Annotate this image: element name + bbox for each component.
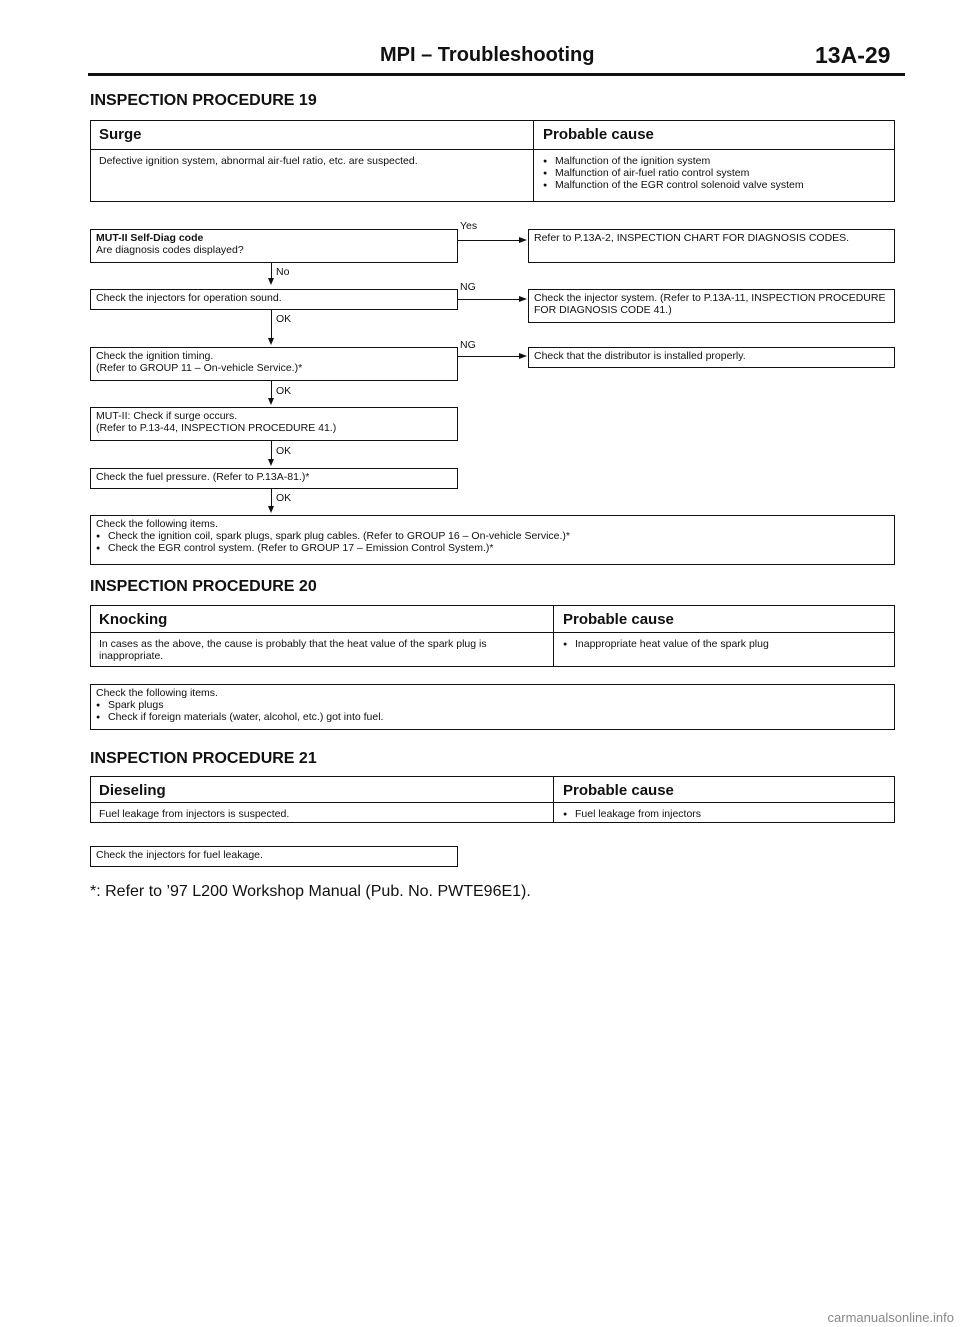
flow-step-self-diag	[90, 229, 458, 263]
arrow-down-icon	[268, 338, 274, 345]
probable-cause-heading: Probable cause	[563, 782, 674, 799]
list-item: ● Fuel leakage from injectors	[563, 808, 888, 820]
flow-step-injector-leakage: Check the injectors for fuel leakage.	[90, 846, 458, 867]
ng-label: NG	[460, 281, 476, 293]
flow-result-injector-system: Check the injector system. (Refer to P.13A-11, INSPECTION PROCEDURE FOR DIAGNOSIS CODE 41.)	[528, 289, 895, 323]
symptom-heading: Dieseling	[99, 782, 166, 799]
flow-result-diagnosis-chart: Refer to P.13A-2, INSPECTION CHART FOR DIAGNOSIS CODES.	[528, 229, 895, 263]
probable-cause-list	[563, 808, 888, 820]
arrow-down-icon	[268, 398, 274, 405]
flow-step-text: (Refer to P.13-44, INSPECTION PROCEDURE 41.)	[96, 422, 337, 434]
procedure-19-table	[90, 120, 895, 202]
list-item: ● Inappropriate heat value of the spark plug	[563, 638, 888, 650]
arrow-right-icon	[519, 237, 527, 243]
check-items-list	[96, 530, 889, 554]
flow-step-text: (Refer to GROUP 11 – On-vehicle Service.)*	[96, 362, 303, 374]
list-item: ● Malfunction of air-fuel ratio control system	[543, 167, 888, 179]
yes-label: Yes	[460, 220, 478, 232]
probable-cause-heading: Probable cause	[543, 126, 654, 143]
flow-step-check-items	[90, 515, 895, 565]
flow-step-title: MUT-II Self-Diag code	[96, 232, 204, 244]
list-item: ● Spark plugs	[96, 699, 889, 711]
flow-step-title: Check the following items.	[96, 518, 218, 530]
arrow-down-icon	[268, 506, 274, 513]
footnote: *: Refer to ’97 L200 Workshop Manual (Pub. No. PWTE96E1).	[90, 883, 531, 900]
ok-label: OK	[276, 445, 292, 457]
procedure-21-title: INSPECTION PROCEDURE 21	[90, 750, 317, 767]
ok-label: OK	[276, 492, 292, 504]
list-item: ● Malfunction of the EGR control solenoid valve system	[543, 179, 888, 191]
symptom-description: In cases as the above, the cause is probably that the heat value of the spark plug is inappropriate.	[99, 638, 487, 662]
arrow-down-icon	[268, 278, 274, 285]
procedure-20-title: INSPECTION PROCEDURE 20	[90, 578, 317, 595]
arrow-down-icon	[268, 459, 274, 466]
symptom-description: Fuel leakage from injectors is suspected.	[99, 808, 290, 820]
check-items-list	[96, 699, 889, 723]
flow-step-title: Check the following items.	[96, 687, 218, 699]
flow-step-check-items	[90, 684, 895, 730]
list-item: ● Check the EGR control system. (Refer to GROUP 17 – Emission Control System.)*	[96, 542, 889, 554]
list-item: ● Check the ignition coil, spark plugs, spark plug cables. (Refer to GROUP 16 – On-vehicle Service.)*	[96, 530, 889, 542]
flow-result-distributor: Check that the distributor is installed properly.	[528, 347, 895, 368]
list-item: ● Malfunction of the ignition system	[543, 155, 888, 167]
header-rule	[88, 73, 905, 76]
procedure-20-table	[90, 605, 895, 667]
flow-step-text: MUT-II: Check if surge occurs.	[96, 410, 238, 422]
symptom-description: Defective ignition system, abnormal air-fuel ratio, etc. are suspected.	[99, 155, 418, 167]
probable-cause-list	[543, 155, 888, 191]
probable-cause-list	[563, 638, 888, 650]
symptom-heading: Knocking	[99, 611, 168, 628]
flow-step-injector-sound: Check the injectors for operation sound.	[90, 289, 458, 310]
ok-label: OK	[276, 313, 292, 325]
no-label: No	[276, 266, 290, 278]
procedure-21-table	[90, 776, 895, 823]
flow-step-check-surge	[90, 407, 458, 441]
page-number: 13A-29	[815, 42, 891, 68]
page-title: MPI – Troubleshooting	[380, 44, 595, 66]
ng-label: NG	[460, 339, 476, 351]
watermark: carmanualsonline.info	[827, 1310, 954, 1325]
ok-label: OK	[276, 385, 292, 397]
arrow-right-icon	[519, 353, 527, 359]
flow-step-text: Check the ignition timing.	[96, 350, 214, 362]
procedure-19-title: INSPECTION PROCEDURE 19	[90, 92, 317, 109]
flow-step-ignition-timing	[90, 347, 458, 381]
flow-step-text: Are diagnosis codes displayed?	[96, 244, 244, 256]
flow-step-fuel-pressure: Check the fuel pressure. (Refer to P.13A-81.)*	[90, 468, 458, 489]
list-item: ● Check if foreign materials (water, alcohol, etc.) got into fuel.	[96, 711, 889, 723]
probable-cause-heading: Probable cause	[563, 611, 674, 628]
arrow-right-icon	[519, 296, 527, 302]
symptom-heading: Surge	[99, 126, 142, 143]
